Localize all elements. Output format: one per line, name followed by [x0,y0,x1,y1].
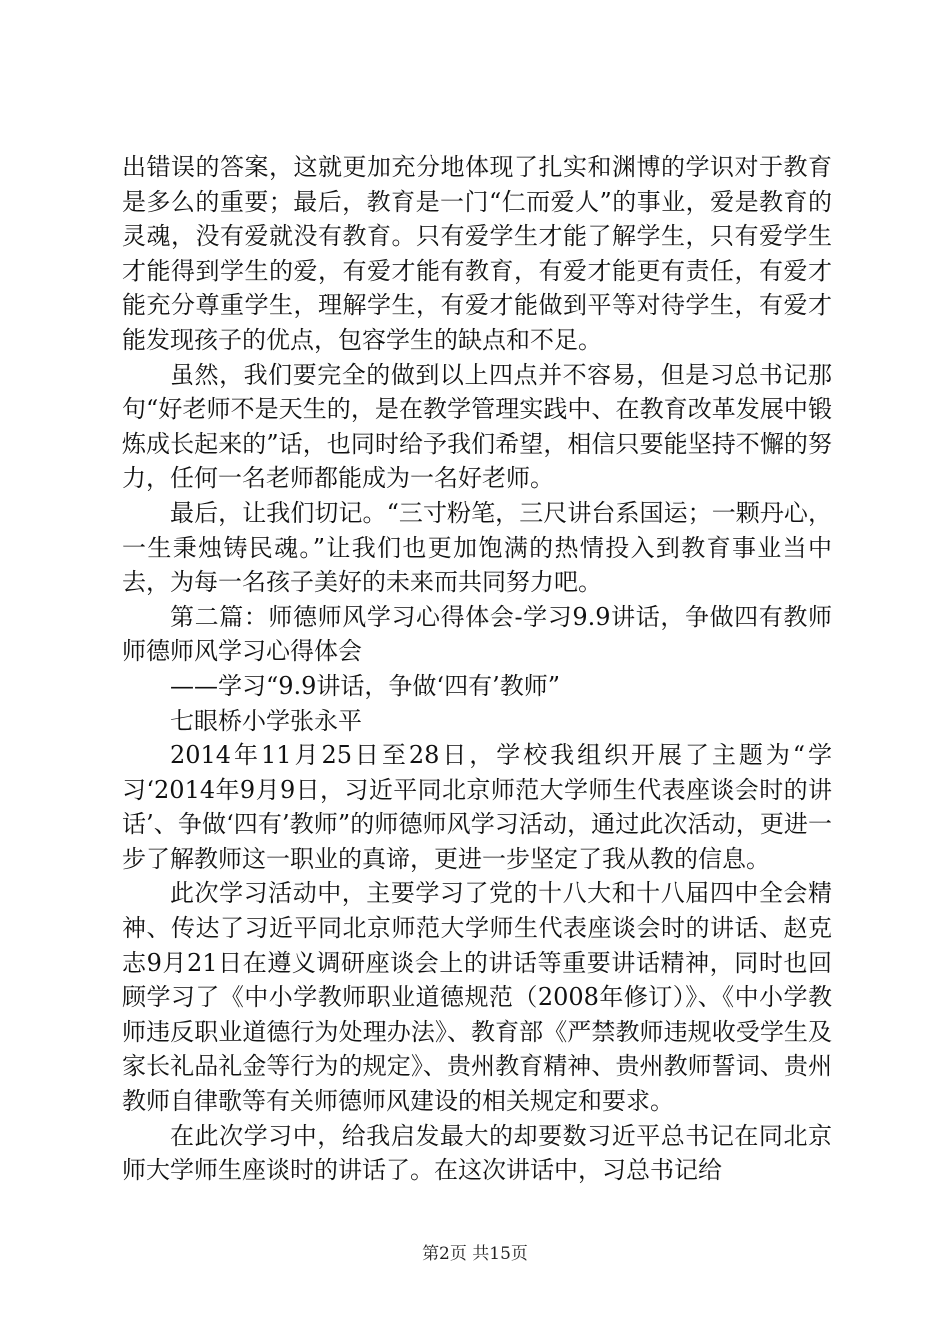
paragraph: 此次学习活动中，主要学习了党的十八大和十八届四中全会精神、传达了习近平同北京师范大学师生代表座谈会时的讲话、赵克志9月21日在遵义调研座谈会上的讲话等重要讲话精神，同时也回顾学习了《中小学教师职业道德规范（2008年修订）》、《中小学教师违反职业道德行为处理办法》、教育部《严禁教师违规收受学生及家长礼品礼金等行为的规定》、贵州教育精神、贵州教师誓词、贵州教师自律歌等有关师德师风建设的相关规定和要求。 [122,879,832,1116]
document-body [122,150,832,1188]
paragraph: 在此次学习中，给我启发最大的却要数习近平总书记在同北京师大学师生座谈时的讲话了。在这次讲话中，习总书记给 [122,1121,832,1185]
paragraph: 虽然，我们要完全的做到以上四点并不容易，但是习总书记那句“好老师不是天生的，是在教学管理实践中、在教育改革发展中锻炼成长起来的”话，也同时给予我们希望，相信只要能坚持不懈的努力，任何一名老师都能成为一名好老师。 [122,360,832,493]
page-number-footer: 第2页 共15页 [422,1244,528,1264]
paragraph-continuation: 出错误的答案，这就更加充分地体现了扎实和渊博的学识对于教育是多么的重要；最后，教育是一门“仁而爱人”的事业，爱是教育的灵魂，没有爱就没有教育。只有爱学生才能了解学生，只有爱学生才能得到学生的爱，有爱才能有教育，有爱才能更有责任，有爱才能充分尊重学生，理解学生，有爱才能做到平等对待学生，有爱才能发现孩子的优点，包容学生的缺点和不足。 [122,153,832,354]
paragraph: 最后，让我们切记。“三寸粉笔，三尺讲台系国运；一颗丹心，一生秉烛铸民魂。”让我们也更加饱满的热情投入到教育事业当中去，为每一名孩子美好的未来而共同努力吧。 [122,498,832,597]
author-line: 七眼桥小学张永平 [170,706,362,735]
paragraph: 2014年11月25日至28日，学校我组织开展了主题为“学习‘2014年9月9日，习近平同北京师范大学师生代表座谈会时的讲话’、争做‘四有’教师”的师德师风学习活动，通过此次活动，更进一步了解教师这一职业的真谛，更进一步坚定了我从教的信息。 [122,741,832,873]
section-heading: 第二篇：师德师风学习心得体会-学习9.9讲话，争做四有教师师德师风学习心得体会 [122,602,832,666]
subtitle: ——学习“9.9讲话，争做‘四有’教师” [170,671,560,700]
